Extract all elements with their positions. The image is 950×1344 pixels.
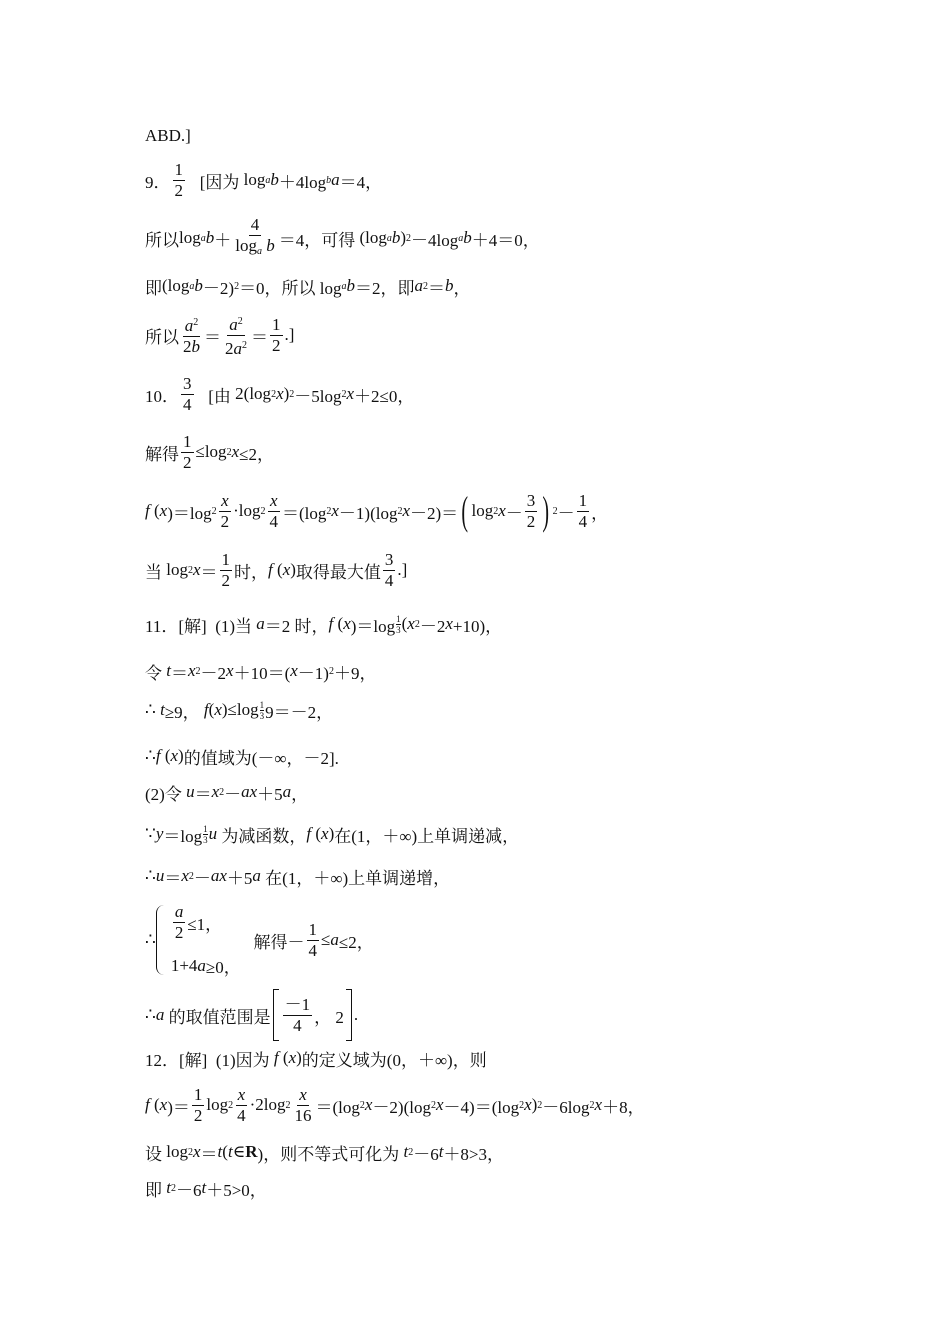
- line-11g: ∴ u ＝ x 2 － ax ＋5 a 在(1，＋∞)上单调递增，: [145, 866, 451, 888]
- line-11f: ∵ y ＝log 1 3 u 为减函数， f ( x ) 在(1，＋∞)上单调递减，: [145, 823, 520, 846]
- line-11e: (2)令 u ＝ x 2 － ax ＋5 a ，: [145, 782, 309, 804]
- line-12d: 即 t 2 －6 t ＋5>0，: [145, 1178, 267, 1200]
- line-9: 9． $\frac{1}{2}$ [因为 log a b ＋4log b a ＝4，: [145, 159, 383, 200]
- line-10: 10． $\frac{3}{4}$ [由 2(log 2 x ) 2 －5log 2 x ＋2≤0，: [145, 373, 415, 414]
- line-abd: ABD.]: [145, 126, 191, 145]
- line-11b: 令 t ＝ x 2 －2 x ＋10＝( x －1) 2 ＋9，: [145, 661, 377, 683]
- line-11: 11．[解] (1)当 a ＝2 时， f ( x )＝log 1 3 ( x 2 －2 x +10)，: [145, 613, 503, 636]
- line-12c: 设 log 2 x ＝ t ( t ∈ R )， 则不等式可化为 t 2 －6 t ＋8>3，: [145, 1142, 505, 1164]
- line-11h: ∴ $\frac{a}{2}$ ≤1， 1+4 a ≥0， 解得－ $\frac{1}{4}$ ≤ a ≤2，: [145, 902, 374, 977]
- line-10b: 解得 $\frac{1}{2}$ ≤log 2 x ≤2，: [145, 431, 274, 472]
- line-11c: ∴ t ≥9， f ( x )≤log 1 3 9＝－2，: [145, 699, 334, 722]
- line-12b: f ( x )＝ $\frac{1}{2}$ log 2 $\frac{x}{4}$ ·2log 2 $\frac{x}{16}$ ＝(log 2 x －2)(log 2 x －4)＝(log 2 x ) 2 －6log 2 x ＋8，: [145, 1084, 645, 1125]
- line-11d: ∴ f ( x ) 的值域为(－∞，－2].: [145, 746, 339, 768]
- line-12: 12．[解] (1)因为 f ( x ) 的定义域为(0，＋∞)，则: [145, 1048, 487, 1070]
- line-9c: 即 (log a b －2) 2 ＝0，所以 log a b ＝2，即 a 2 ＝ b ，: [145, 276, 471, 298]
- line-9b: 所以 log a b ＋ $\frac{4}{\log_a b}$ ＝4， 可得 (log a b ) 2 －4log a b ＋4＝0，: [145, 214, 540, 257]
- line-11i: ∴ a 的取值范围是 $\frac{-1}{4}$ ， 2 .: [145, 990, 358, 1040]
- line-9d: 所以 $\frac{a^2}{2b}$ ＝ $\frac{a^2}{2a^2}$ ＝ $\frac{1}{2}$ .]: [145, 315, 294, 355]
- line-10c: f ( x )＝log 2 $\frac{x}{2}$ ·log 2 $\frac{x}{4}$ ＝(log 2 x －1)(log 2 x －2)＝ ( log 2 x － $\frac{3}{2}$ ) 2 － $\frac{1}{4}$ ，: [145, 488, 609, 533]
- line-10d: 当 log 2 x ＝ $\frac{1}{2}$ 时， f ( x ) 取得最大值 $\frac{3}{4}$ .]: [145, 549, 408, 590]
